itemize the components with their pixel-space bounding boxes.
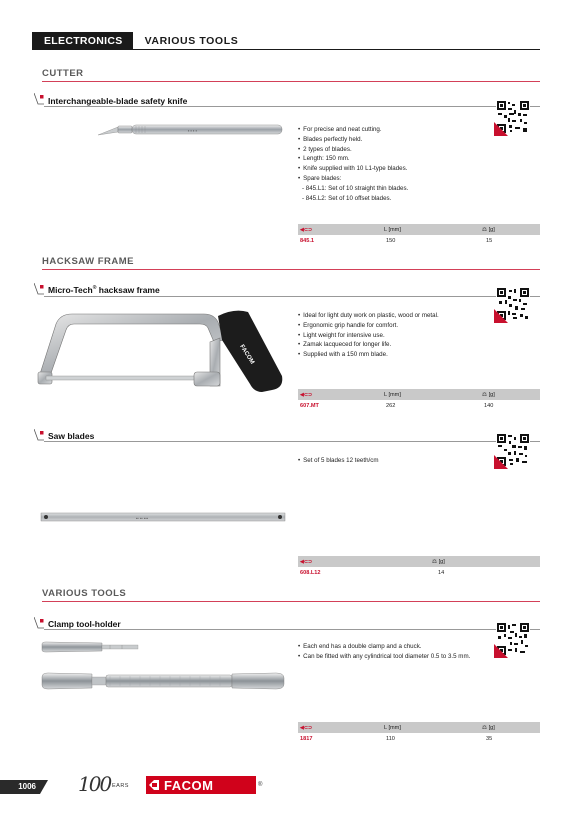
length-cell: 150 bbox=[386, 237, 396, 244]
hundred-years-logo: 100 bbox=[78, 772, 111, 796]
page-header bbox=[32, 32, 238, 50]
weight-icon: ⚖ bbox=[482, 226, 489, 233]
qr-corner-flag bbox=[494, 455, 508, 469]
feature-item: • Length: 150 mm. bbox=[298, 154, 408, 164]
feature-item: • Set of 5 blades 12 teeth/cm bbox=[298, 456, 379, 466]
registered-mark: ® bbox=[258, 782, 263, 788]
svg-text:▪ ▪ ▪ ▪: ▪ ▪ ▪ ▪ bbox=[188, 128, 198, 133]
weight-icon: ⚖ bbox=[482, 724, 489, 731]
facom-emblem-icon bbox=[146, 776, 162, 794]
col-weight-label: [g] bbox=[488, 724, 495, 731]
feature-subitem: - 845.L2: Set of 10 offset blades. bbox=[302, 194, 392, 202]
table-row bbox=[298, 400, 540, 410]
feature-list-clamp bbox=[298, 642, 470, 662]
weight-cell: 15 bbox=[486, 237, 493, 244]
product-rule bbox=[44, 629, 540, 630]
product-marker-icon bbox=[34, 283, 44, 295]
ref-icon: ◀⊂⊃ bbox=[300, 558, 313, 565]
feature-item: • Blades perfectly held. bbox=[298, 135, 408, 145]
page-number-tab bbox=[40, 780, 48, 794]
section-rule bbox=[42, 269, 540, 270]
ref-cell[interactable]: 608.L12 bbox=[300, 569, 321, 576]
spec-table-knife bbox=[298, 224, 540, 245]
category-tab: ELECTRONICS bbox=[32, 32, 133, 50]
length-cell: 262 bbox=[386, 402, 396, 409]
col-length: L [mm] bbox=[384, 724, 401, 731]
product-title-knife: Interchangeable-blade safety knife bbox=[48, 96, 188, 106]
weight-icon: ⚖ bbox=[432, 558, 439, 565]
feature-item: • Light weight for intensive use. bbox=[298, 331, 439, 341]
section-rule bbox=[42, 601, 540, 602]
ref-icon: ◀⊂⊃ bbox=[300, 391, 313, 398]
table-row bbox=[298, 567, 540, 577]
feature-item: • Zamak lacqueced for longer life. bbox=[298, 340, 439, 350]
feature-item: • Ideal for light duty work on plastic, wood or metal. bbox=[298, 311, 439, 321]
ref-cell[interactable]: 1817 bbox=[300, 735, 313, 742]
feature-item: • Can be fitted with any cylindrical tool diameter 0.5 to 3.5 mm. bbox=[298, 652, 470, 662]
col-length: L [mm] bbox=[384, 226, 401, 233]
clamp-chuck-image bbox=[40, 640, 140, 654]
ref-icon: ◀⊂⊃ bbox=[300, 226, 313, 233]
svg-text:FACOM: FACOM bbox=[238, 343, 255, 366]
feature-item: • Spare blades: bbox=[298, 174, 408, 184]
feature-item: • Supplied with a 150 mm blade. bbox=[298, 350, 439, 360]
col-weight bbox=[482, 392, 495, 398]
page-number: 1006 bbox=[0, 780, 40, 794]
svg-text:▪▪ ▪▪ ▪▪▪: ▪▪ ▪▪ ▪▪▪ bbox=[136, 515, 149, 521]
qr-corner-flag bbox=[494, 309, 508, 323]
col-weight bbox=[432, 559, 445, 565]
feature-item: • Knife supplied with 10 L1-type blades. bbox=[298, 164, 408, 174]
facom-logo bbox=[146, 776, 256, 794]
spec-table-clamp bbox=[298, 722, 540, 743]
section-title-various: VARIOUS TOOLS bbox=[42, 588, 127, 599]
title-text: Micro-Tech bbox=[48, 285, 93, 295]
feature-list-hacksaw bbox=[298, 311, 439, 360]
table-header bbox=[298, 389, 540, 400]
weight-cell: 35 bbox=[486, 735, 493, 742]
registered-mark: ® bbox=[92, 285, 97, 292]
feature-list-knife bbox=[298, 125, 408, 203]
col-weight-label: [g] bbox=[488, 391, 495, 398]
years-label: EARS bbox=[112, 783, 129, 789]
section-title-cutter: CUTTER bbox=[42, 68, 84, 79]
product-marker-icon bbox=[34, 429, 44, 441]
weight-cell: 14 bbox=[438, 569, 445, 576]
section-title-hacksaw: HACKSAW FRAME bbox=[42, 256, 134, 267]
saw-blade-image bbox=[40, 510, 286, 524]
spec-table-blades bbox=[298, 556, 540, 577]
length-cell: 110 bbox=[386, 735, 395, 742]
ref-cell[interactable]: 607.MT bbox=[300, 402, 319, 409]
ref-icon: ◀⊂⊃ bbox=[300, 724, 313, 731]
feature-subitem: - 845.L1: Set of 10 straight thin blades. bbox=[302, 184, 409, 192]
table-row bbox=[298, 733, 540, 743]
col-length: L [mm] bbox=[384, 391, 401, 398]
col-weight bbox=[482, 227, 495, 233]
product-title-hacksaw bbox=[48, 285, 160, 295]
qr-corner-flag bbox=[494, 122, 508, 136]
product-marker-icon bbox=[34, 93, 44, 105]
table-header bbox=[298, 224, 540, 235]
weight-icon: ⚖ bbox=[482, 391, 489, 398]
safety-knife-image bbox=[96, 118, 286, 138]
col-weight-label: [g] bbox=[488, 226, 495, 233]
col-weight bbox=[482, 725, 495, 731]
spec-table-hacksaw bbox=[298, 389, 540, 410]
product-rule bbox=[44, 296, 540, 297]
clamp-tool-holder-image bbox=[40, 670, 286, 692]
product-rule bbox=[44, 441, 540, 442]
weight-cell: 140 bbox=[484, 402, 494, 409]
hacksaw-frame-image bbox=[34, 306, 284, 398]
qr-corner-flag bbox=[494, 644, 508, 658]
feature-item: • Each end has a double clamp and a chuck. bbox=[298, 642, 470, 652]
col-weight-label: [g] bbox=[438, 558, 445, 565]
subcategory-tab: VARIOUS TOOLS bbox=[144, 35, 239, 47]
facom-brand-text: FACOM bbox=[164, 777, 214, 793]
header-rule bbox=[32, 49, 540, 50]
feature-item: • For precise and neat cutting. bbox=[298, 125, 408, 135]
table-header bbox=[298, 556, 540, 567]
section-rule bbox=[42, 81, 540, 82]
product-title-blades: Saw blades bbox=[48, 431, 95, 441]
product-rule bbox=[44, 106, 540, 107]
feature-item: • 2 types of blades. bbox=[298, 145, 408, 155]
feature-list-blades bbox=[298, 456, 379, 466]
feature-item: • Ergonomic grip handle for comfort. bbox=[298, 321, 439, 331]
title-text-rest: hacksaw frame bbox=[96, 285, 160, 295]
table-header bbox=[298, 722, 540, 733]
product-title-clamp: Clamp tool-holder bbox=[48, 619, 121, 629]
ref-cell[interactable]: 845.1 bbox=[300, 237, 314, 244]
table-row bbox=[298, 235, 540, 245]
product-marker-icon bbox=[34, 617, 44, 629]
